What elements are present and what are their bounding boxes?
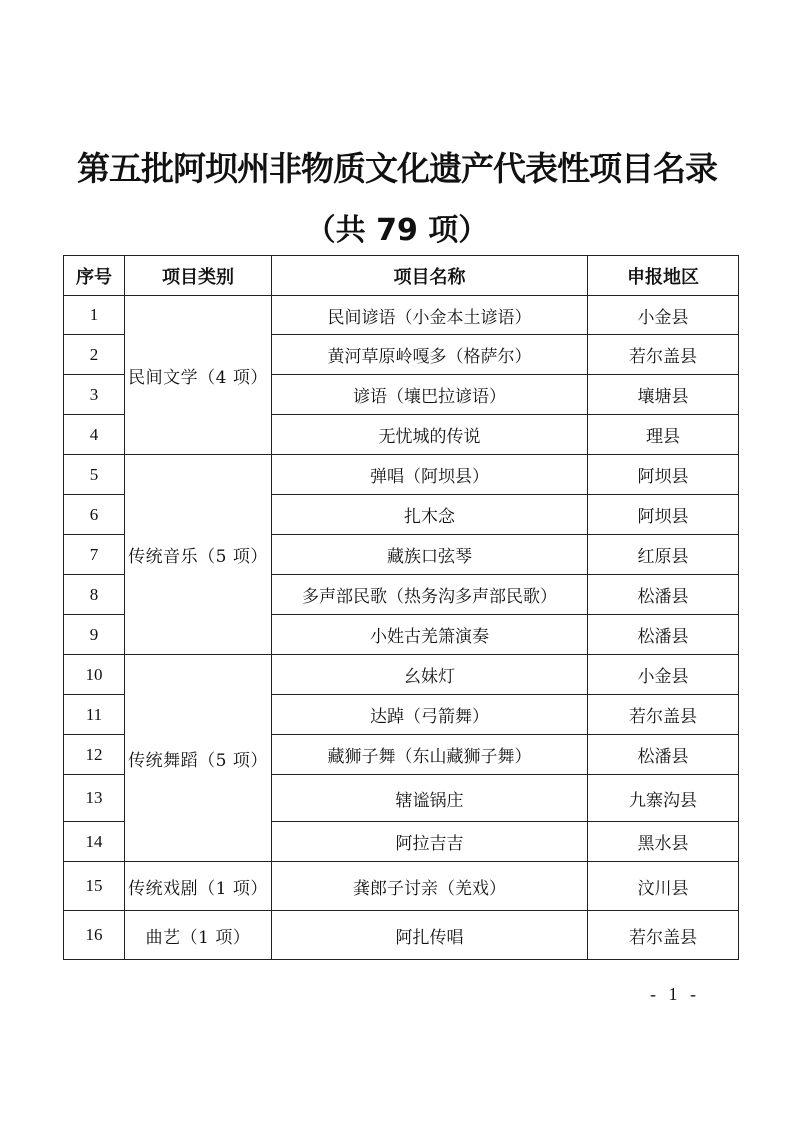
cell-region: 壤塘县 bbox=[588, 375, 739, 415]
cell-project-name: 谚语（壤巴拉谚语） bbox=[272, 375, 588, 415]
cell-serial: 8 bbox=[64, 575, 125, 615]
header-project-name: 项目名称 bbox=[272, 256, 588, 296]
cell-serial: 12 bbox=[64, 735, 125, 775]
cell-project-name: 阿拉吉吉 bbox=[272, 822, 588, 862]
header-serial: 序号 bbox=[64, 256, 125, 296]
document-title: 第五批阿坝州非物质文化遗产代表性项目名录 bbox=[77, 149, 717, 188]
cell-serial: 14 bbox=[64, 822, 125, 862]
cell-serial: 6 bbox=[64, 495, 125, 535]
cell-serial: 1 bbox=[64, 296, 125, 335]
table-body bbox=[64, 296, 739, 960]
cell-category: 传统音乐（5 项） bbox=[125, 455, 272, 655]
cell-serial: 7 bbox=[64, 535, 125, 575]
cell-serial: 13 bbox=[64, 775, 125, 822]
cell-category: 曲艺（1 项） bbox=[125, 911, 272, 960]
cell-project-name: 扎木念 bbox=[272, 495, 588, 535]
cell-region: 汶川县 bbox=[588, 862, 739, 911]
table-row bbox=[64, 655, 739, 695]
cell-serial: 11 bbox=[64, 695, 125, 735]
table-row bbox=[64, 862, 739, 911]
cell-project-name: 藏族口弦琴 bbox=[272, 535, 588, 575]
cell-project-name: 黄河草原岭嘎多（格萨尔） bbox=[272, 335, 588, 375]
header-category: 项目类别 bbox=[125, 256, 272, 296]
table-header-row bbox=[64, 256, 739, 296]
cell-serial: 15 bbox=[64, 862, 125, 911]
table-row bbox=[64, 296, 739, 335]
cell-category: 传统戏剧（1 项） bbox=[125, 862, 272, 911]
cell-region: 松潘县 bbox=[588, 615, 739, 655]
cell-region: 理县 bbox=[588, 415, 739, 455]
cell-region: 红原县 bbox=[588, 535, 739, 575]
cell-project-name: 多声部民歌（热务沟多声部民歌） bbox=[272, 575, 588, 615]
document-subtitle: （共 79 项） bbox=[305, 213, 489, 248]
cell-region: 小金县 bbox=[588, 655, 739, 695]
header-region: 申报地区 bbox=[588, 256, 739, 296]
table-row bbox=[64, 455, 739, 495]
cell-serial: 3 bbox=[64, 375, 125, 415]
cell-region: 松潘县 bbox=[588, 575, 739, 615]
table-row bbox=[64, 911, 739, 960]
heritage-table bbox=[63, 255, 739, 960]
cell-serial: 5 bbox=[64, 455, 125, 495]
cell-serial: 9 bbox=[64, 615, 125, 655]
cell-serial: 16 bbox=[64, 911, 125, 960]
cell-category: 民间文学（4 项） bbox=[125, 296, 272, 455]
cell-region: 小金县 bbox=[588, 296, 739, 335]
cell-project-name: 龚郎子讨亲（羌戏） bbox=[272, 862, 588, 911]
cell-project-name: 无忧城的传说 bbox=[272, 415, 588, 455]
cell-project-name: 小姓古羌箫演奏 bbox=[272, 615, 588, 655]
cell-project-name: 辖谧锅庄 bbox=[272, 775, 588, 822]
cell-project-name: 幺妹灯 bbox=[272, 655, 588, 695]
cell-project-name: 弹唱（阿坝县） bbox=[272, 455, 588, 495]
cell-region: 若尔盖县 bbox=[588, 695, 739, 735]
cell-project-name: 达踔（弓箭舞） bbox=[272, 695, 588, 735]
cell-serial: 2 bbox=[64, 335, 125, 375]
cell-serial: 4 bbox=[64, 415, 125, 455]
cell-region: 阿坝县 bbox=[588, 495, 739, 535]
cell-region: 黑水县 bbox=[588, 822, 739, 862]
cell-region: 九寨沟县 bbox=[588, 775, 739, 822]
cell-project-name: 藏狮子舞（东山藏狮子舞） bbox=[272, 735, 588, 775]
cell-project-name: 阿扎传唱 bbox=[272, 911, 588, 960]
cell-category: 传统舞蹈（5 项） bbox=[125, 655, 272, 862]
page-number: - 1 - bbox=[650, 984, 700, 1004]
cell-serial: 10 bbox=[64, 655, 125, 695]
cell-region: 松潘县 bbox=[588, 735, 739, 775]
cell-project-name: 民间谚语（小金本土谚语） bbox=[272, 296, 588, 335]
cell-region: 若尔盖县 bbox=[588, 911, 739, 960]
cell-region: 阿坝县 bbox=[588, 455, 739, 495]
cell-region: 若尔盖县 bbox=[588, 335, 739, 375]
